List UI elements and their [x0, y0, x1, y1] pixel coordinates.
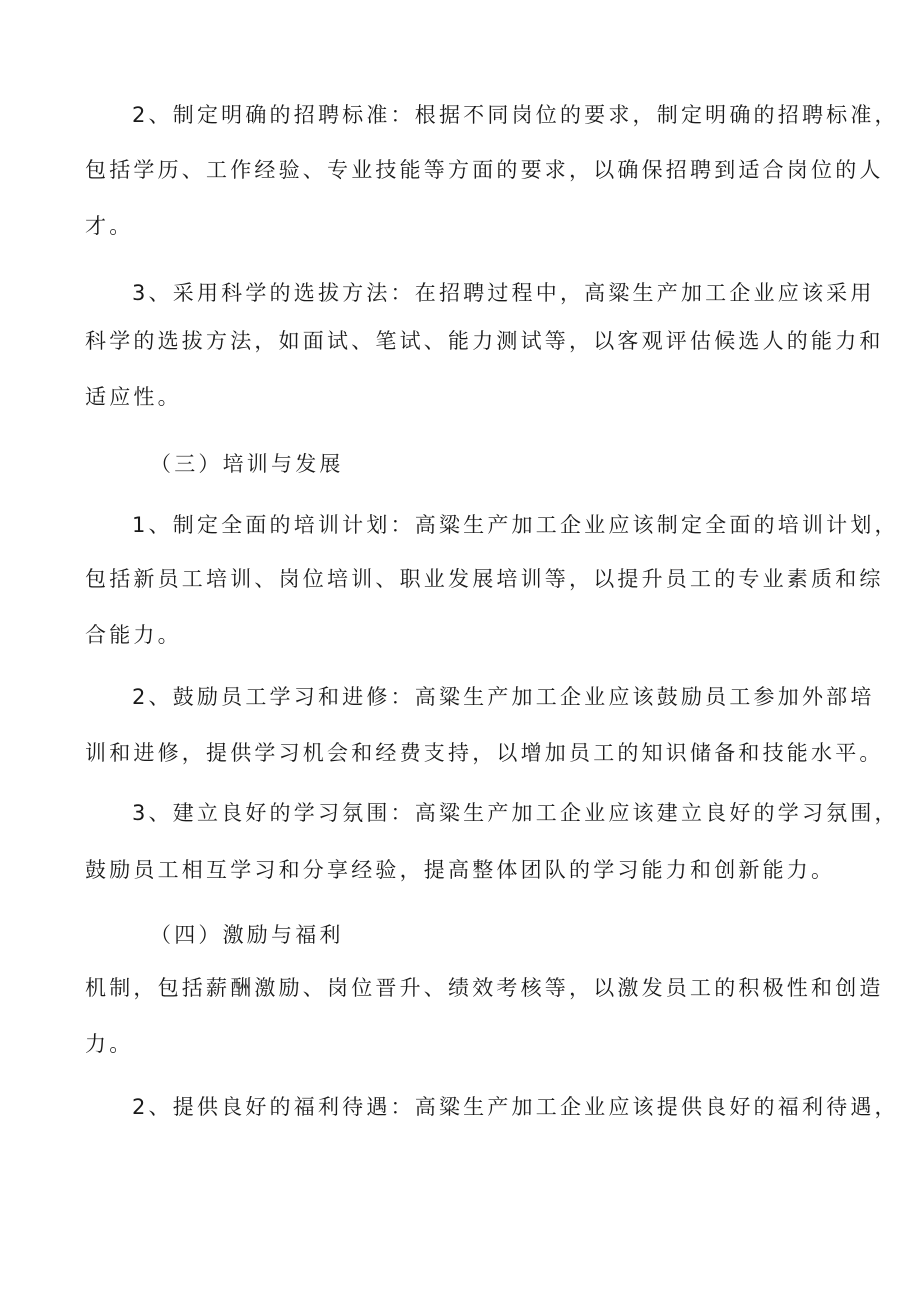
paragraph-line: 3、采用科学的选拔方法：在招聘过程中，高粱生产加工企业应该采用 [132, 281, 875, 305]
section-heading: （三）培训与发展 [150, 452, 344, 476]
paragraph-line: 科学的选拔方法，如面试、笔试、能力测试等，以客观评估候选人的能力和 [85, 329, 884, 353]
paragraph-line: 合能力。 [85, 623, 182, 647]
paragraph-line: 2、制定明确的招聘标准：根据不同岗位的要求，制定明确的招聘标准， [132, 103, 899, 127]
paragraph-line: 力。 [85, 1032, 134, 1056]
paragraph-line: 才。 [85, 214, 134, 238]
paragraph-line: 2、鼓励员工学习和进修：高粱生产加工企业应该鼓励员工参加外部培 [132, 685, 875, 709]
paragraph-line: 1、制定全面的培训计划：高粱生产加工企业应该制定全面的培训计划， [132, 513, 899, 537]
paragraph-line: 训和进修，提供学习机会和经费支持，以增加员工的知识储备和技能水平。 [85, 741, 884, 765]
paragraph-line: 3、建立良好的学习氛围：高粱生产加工企业应该建立良好的学习氛围， [132, 801, 899, 825]
paragraph-line: 2、提供良好的福利待遇：高粱生产加工企业应该提供良好的福利待遇， [132, 1095, 899, 1119]
paragraph-line: 包括学历、工作经验、专业技能等方面的要求，以确保招聘到适合岗位的人 [85, 158, 884, 182]
paragraph-line: 适应性。 [85, 385, 182, 409]
paragraph-line: 机制，包括薪酬激励、岗位晋升、绩效考核等，以激发员工的积极性和创造 [85, 976, 884, 1000]
paragraph-line: 鼓励员工相互学习和分享经验，提高整体团队的学习能力和创新能力。 [85, 858, 836, 882]
paragraph-line: 包括新员工培训、岗位培训、职业发展培训等，以提升员工的专业素质和综 [85, 567, 884, 591]
section-heading: （四）激励与福利 [150, 923, 344, 947]
